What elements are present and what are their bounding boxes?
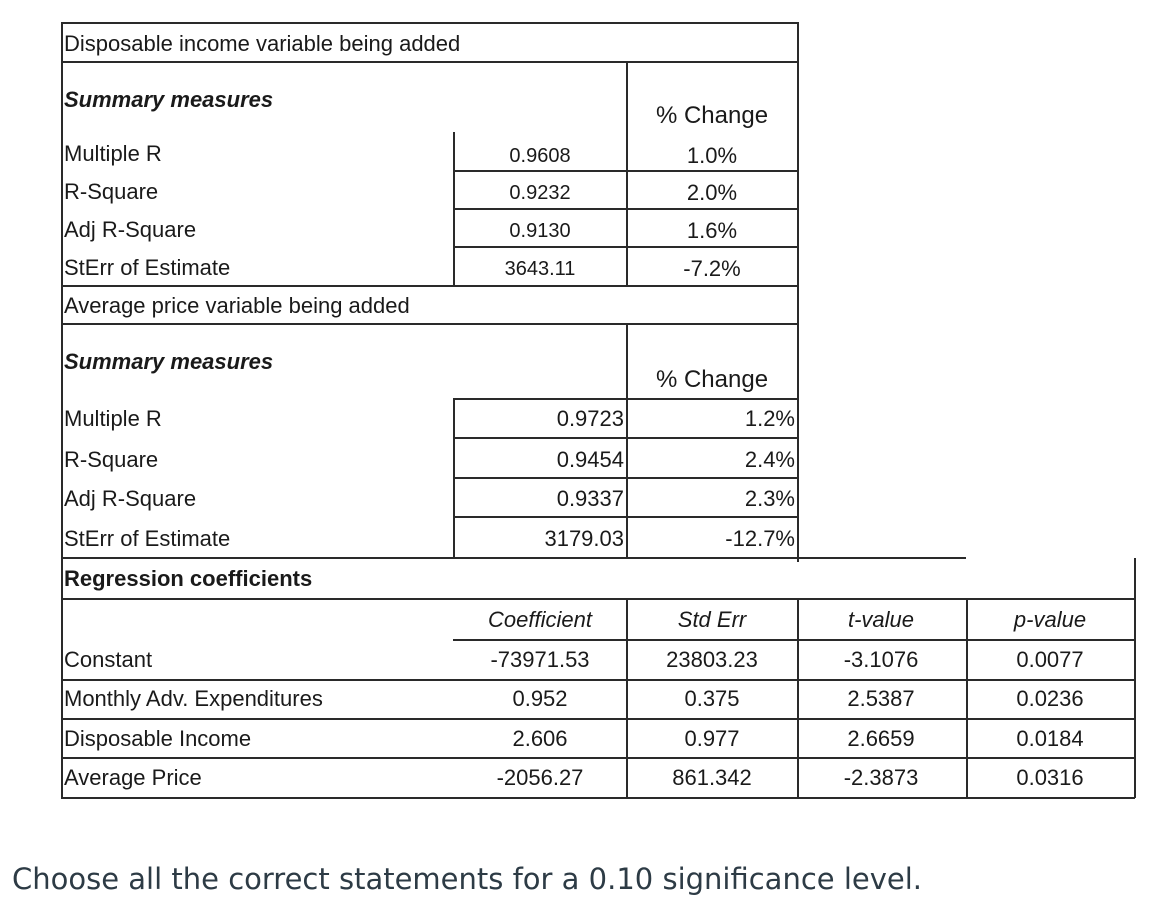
table-border-right-lower [1134,558,1136,798]
row-value: 0.9723 [556,406,624,431]
grid-line [61,598,1135,600]
std-err-value: 0.375 [684,686,740,711]
t-value: 2.5387 [847,686,915,711]
change-header: % Change [655,366,769,393]
row-label: StErr of Estimate [64,255,231,280]
coef-value: 2.606 [512,726,568,751]
row-change: 2.0% [686,180,738,205]
column-header-p-value: p-value [1013,607,1087,632]
coef-row-label: Constant [64,647,153,672]
coef-row-label: Disposable Income [64,726,252,751]
row-value: 0.9454 [556,447,624,472]
grid-line [966,598,968,797]
grid-line [453,398,455,557]
row-value: 0.9608 [509,145,571,167]
row-value: 3179.03 [544,526,624,551]
grid-line [453,132,455,285]
grid-line [61,718,1135,720]
row-label: StErr of Estimate [64,526,231,551]
coef-value: -2056.27 [496,765,584,790]
row-value: 3643.11 [504,258,576,280]
grid-line [61,797,1135,799]
grid-line [626,323,628,557]
table-border-right [797,22,799,562]
grid-line [61,61,798,63]
row-label: R-Square [64,447,159,472]
row-change: 1.2% [744,406,795,431]
row-value: 0.9337 [556,486,624,511]
row-label: Adj R-Square [64,217,197,242]
row-change: -12.7% [725,526,795,551]
grid-line [626,61,628,285]
grid-line [61,22,798,24]
grid-line [626,598,628,797]
question-prompt: Choose all the correct statements for a 0.10 significance level. [12,862,923,896]
std-err-value: 23803.23 [666,647,758,672]
p-value: 0.0316 [1016,765,1084,790]
row-value: 0.9130 [509,220,571,242]
std-err-value: 0.977 [684,726,740,751]
column-header-t-value: t-value [847,607,915,632]
summary-heading: Summary measures [64,87,274,112]
t-value: 2.6659 [847,726,915,751]
column-header-coefficient: Coefficient [488,607,592,632]
row-label: Multiple R [64,141,162,166]
row-label: Multiple R [64,406,162,431]
row-label: R-Square [64,179,159,204]
row-value: 0.9232 [509,182,571,204]
row-change: 1.6% [686,218,738,243]
grid-line [61,323,798,325]
coef-row-label: Average Price [64,765,202,790]
grid-line [61,757,1135,759]
grid-line [61,679,1135,681]
t-value: -3.1076 [843,647,919,672]
std-err-value: 861.342 [672,765,752,790]
t-value: -2.3873 [843,765,919,790]
grid-line [453,639,1135,641]
regression-title: Regression coefficients [64,566,313,591]
coef-value: 0.952 [512,686,568,711]
p-value: 0.0077 [1016,647,1084,672]
section-title: Disposable income variable being added [64,31,461,56]
column-header-std-err: Std Err [677,607,747,632]
section-title: Average price variable being added [64,293,410,318]
p-value: 0.0184 [1016,726,1084,751]
grid-line [797,598,799,797]
coef-value: -73971.53 [490,647,590,672]
summary-heading: Summary measures [64,349,274,374]
coef-row-label: Monthly Adv. Expenditures [64,686,323,711]
grid-line [61,285,798,287]
row-label: Adj R-Square [64,486,197,511]
row-change: 2.3% [744,486,795,511]
row-change: -7.2% [683,256,741,281]
change-header: % Change [655,102,769,129]
grid-line [61,557,966,559]
row-change: 2.4% [744,447,795,472]
row-change: 1.0% [686,143,738,168]
p-value: 0.0236 [1016,686,1084,711]
table-border-left [61,22,63,798]
